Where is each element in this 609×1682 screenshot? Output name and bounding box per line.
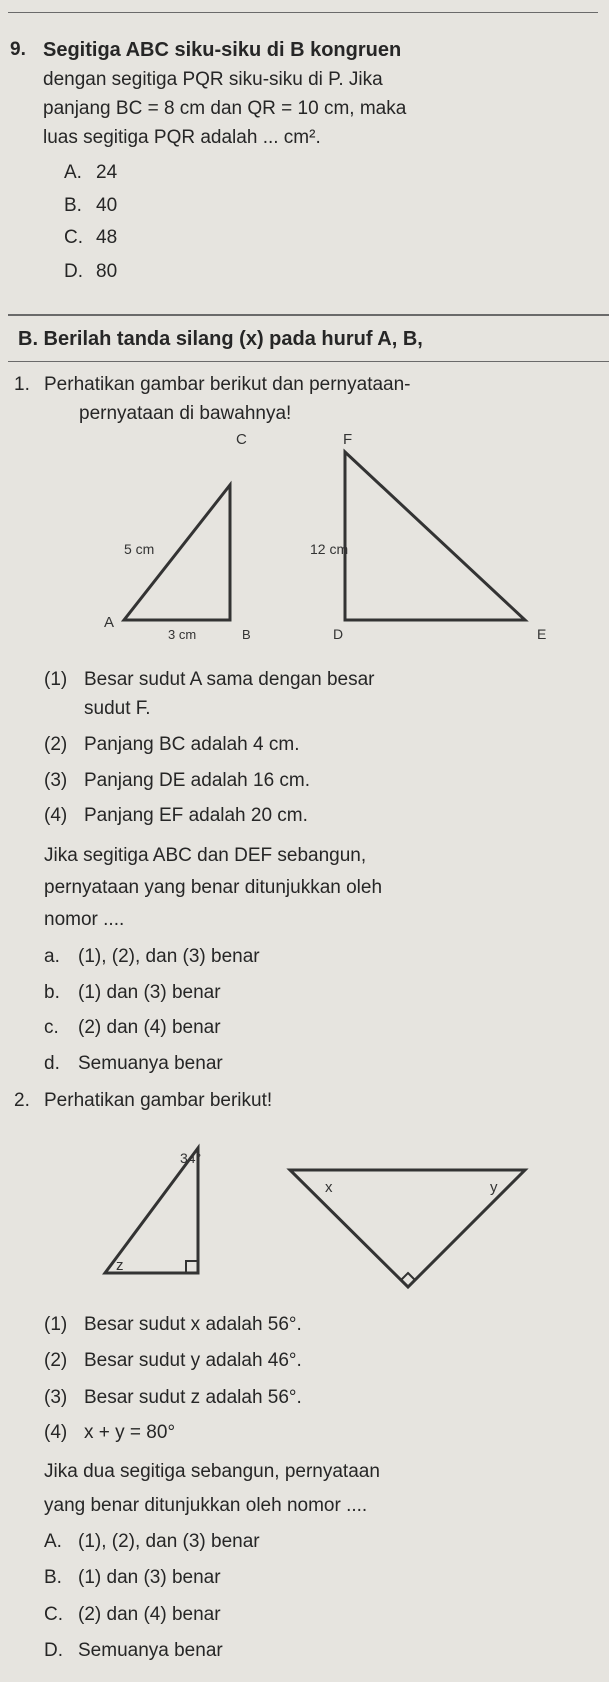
q9-option-b-text: 40 xyxy=(96,195,118,216)
q1-option-b-letter[interactable]: b. xyxy=(44,982,60,1003)
q1-option-a-text: (1), (2), dan (3) benar xyxy=(78,946,260,967)
q2-statement-1-text: Besar sudut x adalah 56°. xyxy=(84,1314,302,1335)
q1-option-c-text: (2) dan (4) benar xyxy=(78,1017,221,1038)
q1-statement-1-num: (1) xyxy=(44,669,68,690)
q9-line-1: Segitiga ABC siku-siku di B kongruen xyxy=(43,39,402,61)
q1-statement-3-num: (3) xyxy=(44,770,68,791)
top-rule xyxy=(8,12,598,13)
q2-text: Perhatikan gambar berikut! xyxy=(44,1090,273,1111)
q1-statement-1-cont: sudut F. xyxy=(84,698,151,719)
q1-statement-2-num: (2) xyxy=(44,734,68,755)
q2-option-c-letter[interactable]: C. xyxy=(44,1604,63,1625)
q9-line-3: panjang BC = 8 cm dan QR = 10 cm, maka xyxy=(43,98,407,119)
q9-option-a-letter[interactable]: A. xyxy=(64,162,82,183)
q2-option-d-letter[interactable]: D. xyxy=(44,1640,63,1661)
q1-statement-4-text: Panjang EF adalah 20 cm. xyxy=(84,805,308,826)
q2-option-a-letter[interactable]: A. xyxy=(44,1531,62,1552)
label-c: C xyxy=(236,431,247,448)
angle-34-label: 34° xyxy=(180,1150,202,1166)
q1-line-2: pernyataan di bawahnya! xyxy=(79,403,292,424)
label-3cm: 3 cm xyxy=(168,627,197,642)
q2-statement-3-text: Besar sudut z adalah 56°. xyxy=(84,1387,302,1408)
q2-statement-2-num: (2) xyxy=(44,1350,68,1371)
triangle-def xyxy=(345,452,525,620)
q2-statement-3-num: (3) xyxy=(44,1387,68,1408)
right-angle-marker-left xyxy=(186,1261,198,1273)
q2-statement-4-text: x + y = 80° xyxy=(84,1422,176,1443)
q1-option-c-letter[interactable]: c. xyxy=(44,1017,59,1038)
q1-option-b-text: (1) dan (3) benar xyxy=(78,982,221,1003)
q1-number: 1. xyxy=(14,374,30,395)
q9-option-b-letter[interactable]: B. xyxy=(64,195,82,216)
q9-option-d-text: 80 xyxy=(96,261,118,282)
label-e: E xyxy=(537,626,547,642)
section-b-header: B. Berilah tanda silang (x) pada huruf A, B, xyxy=(18,328,423,350)
q9-line-2: dengan segitiga PQR siku-siku di P. Jika xyxy=(43,69,383,90)
q1-option-d-letter[interactable]: d. xyxy=(44,1053,60,1074)
q2-figure xyxy=(90,1130,560,1305)
q2-question-line-1: Jika dua segitiga sebangun, pernyataan xyxy=(44,1461,380,1482)
q1-question-line-3: nomor .... xyxy=(44,909,125,930)
section-b-top-rule xyxy=(8,314,609,316)
label-f: F xyxy=(343,431,353,448)
q9-option-a-text: 24 xyxy=(96,162,118,183)
q2-option-b-text: (1) dan (3) benar xyxy=(78,1567,221,1588)
q9-option-d-letter[interactable]: D. xyxy=(64,261,83,282)
section-b-bottom-rule xyxy=(8,361,609,362)
q1-statement-4-num: (4) xyxy=(44,805,68,826)
q1-option-a-letter[interactable]: a. xyxy=(44,946,60,967)
q9-number: 9. xyxy=(10,39,26,60)
q2-statement-1-num: (1) xyxy=(44,1314,68,1335)
triangle-left xyxy=(105,1148,198,1273)
q2-option-c-text: (2) dan (4) benar xyxy=(78,1604,221,1625)
q9-option-c-text: 48 xyxy=(96,227,118,248)
q1-statement-3-text: Panjang DE adalah 16 cm. xyxy=(84,770,311,791)
angle-z-label: z xyxy=(116,1257,124,1274)
label-12cm: 12 cm xyxy=(310,541,349,557)
label-a: A xyxy=(104,614,115,631)
q9-option-c-letter[interactable]: C. xyxy=(64,227,83,248)
q2-option-d-text: Semuanya benar xyxy=(78,1640,223,1661)
q9-line-4: luas segitiga PQR adalah ... cm². xyxy=(43,127,321,148)
q1-question-line-2: pernyataan yang benar ditunjukkan oleh xyxy=(44,877,383,898)
q1-line-1: Perhatikan gambar berikut dan pernyataan- xyxy=(44,374,411,395)
q1-question-line-1: Jika segitiga ABC dan DEF sebangun, xyxy=(44,845,367,866)
q1-statement-2-text: Panjang BC adalah 4 cm. xyxy=(84,734,300,755)
angle-y-label: y xyxy=(490,1179,498,1196)
q2-option-b-letter[interactable]: B. xyxy=(44,1567,62,1588)
angle-x-label: x xyxy=(325,1179,333,1196)
q2-number: 2. xyxy=(14,1090,30,1111)
label-5cm: 5 cm xyxy=(124,541,155,557)
q2-question-line-2: yang benar ditunjukkan oleh nomor .... xyxy=(44,1495,368,1516)
label-d: D xyxy=(333,626,344,642)
q1-option-d-text: Semuanya benar xyxy=(78,1053,223,1074)
q2-statement-2-text: Besar sudut y adalah 46°. xyxy=(84,1350,302,1371)
q1-figure xyxy=(90,430,570,645)
q2-option-a-text: (1), (2), dan (3) benar xyxy=(78,1531,260,1552)
label-b: B xyxy=(242,627,251,642)
q2-statement-4-num: (4) xyxy=(44,1422,68,1443)
q1-statement-1-text: Besar sudut A sama dengan besar xyxy=(84,669,375,690)
